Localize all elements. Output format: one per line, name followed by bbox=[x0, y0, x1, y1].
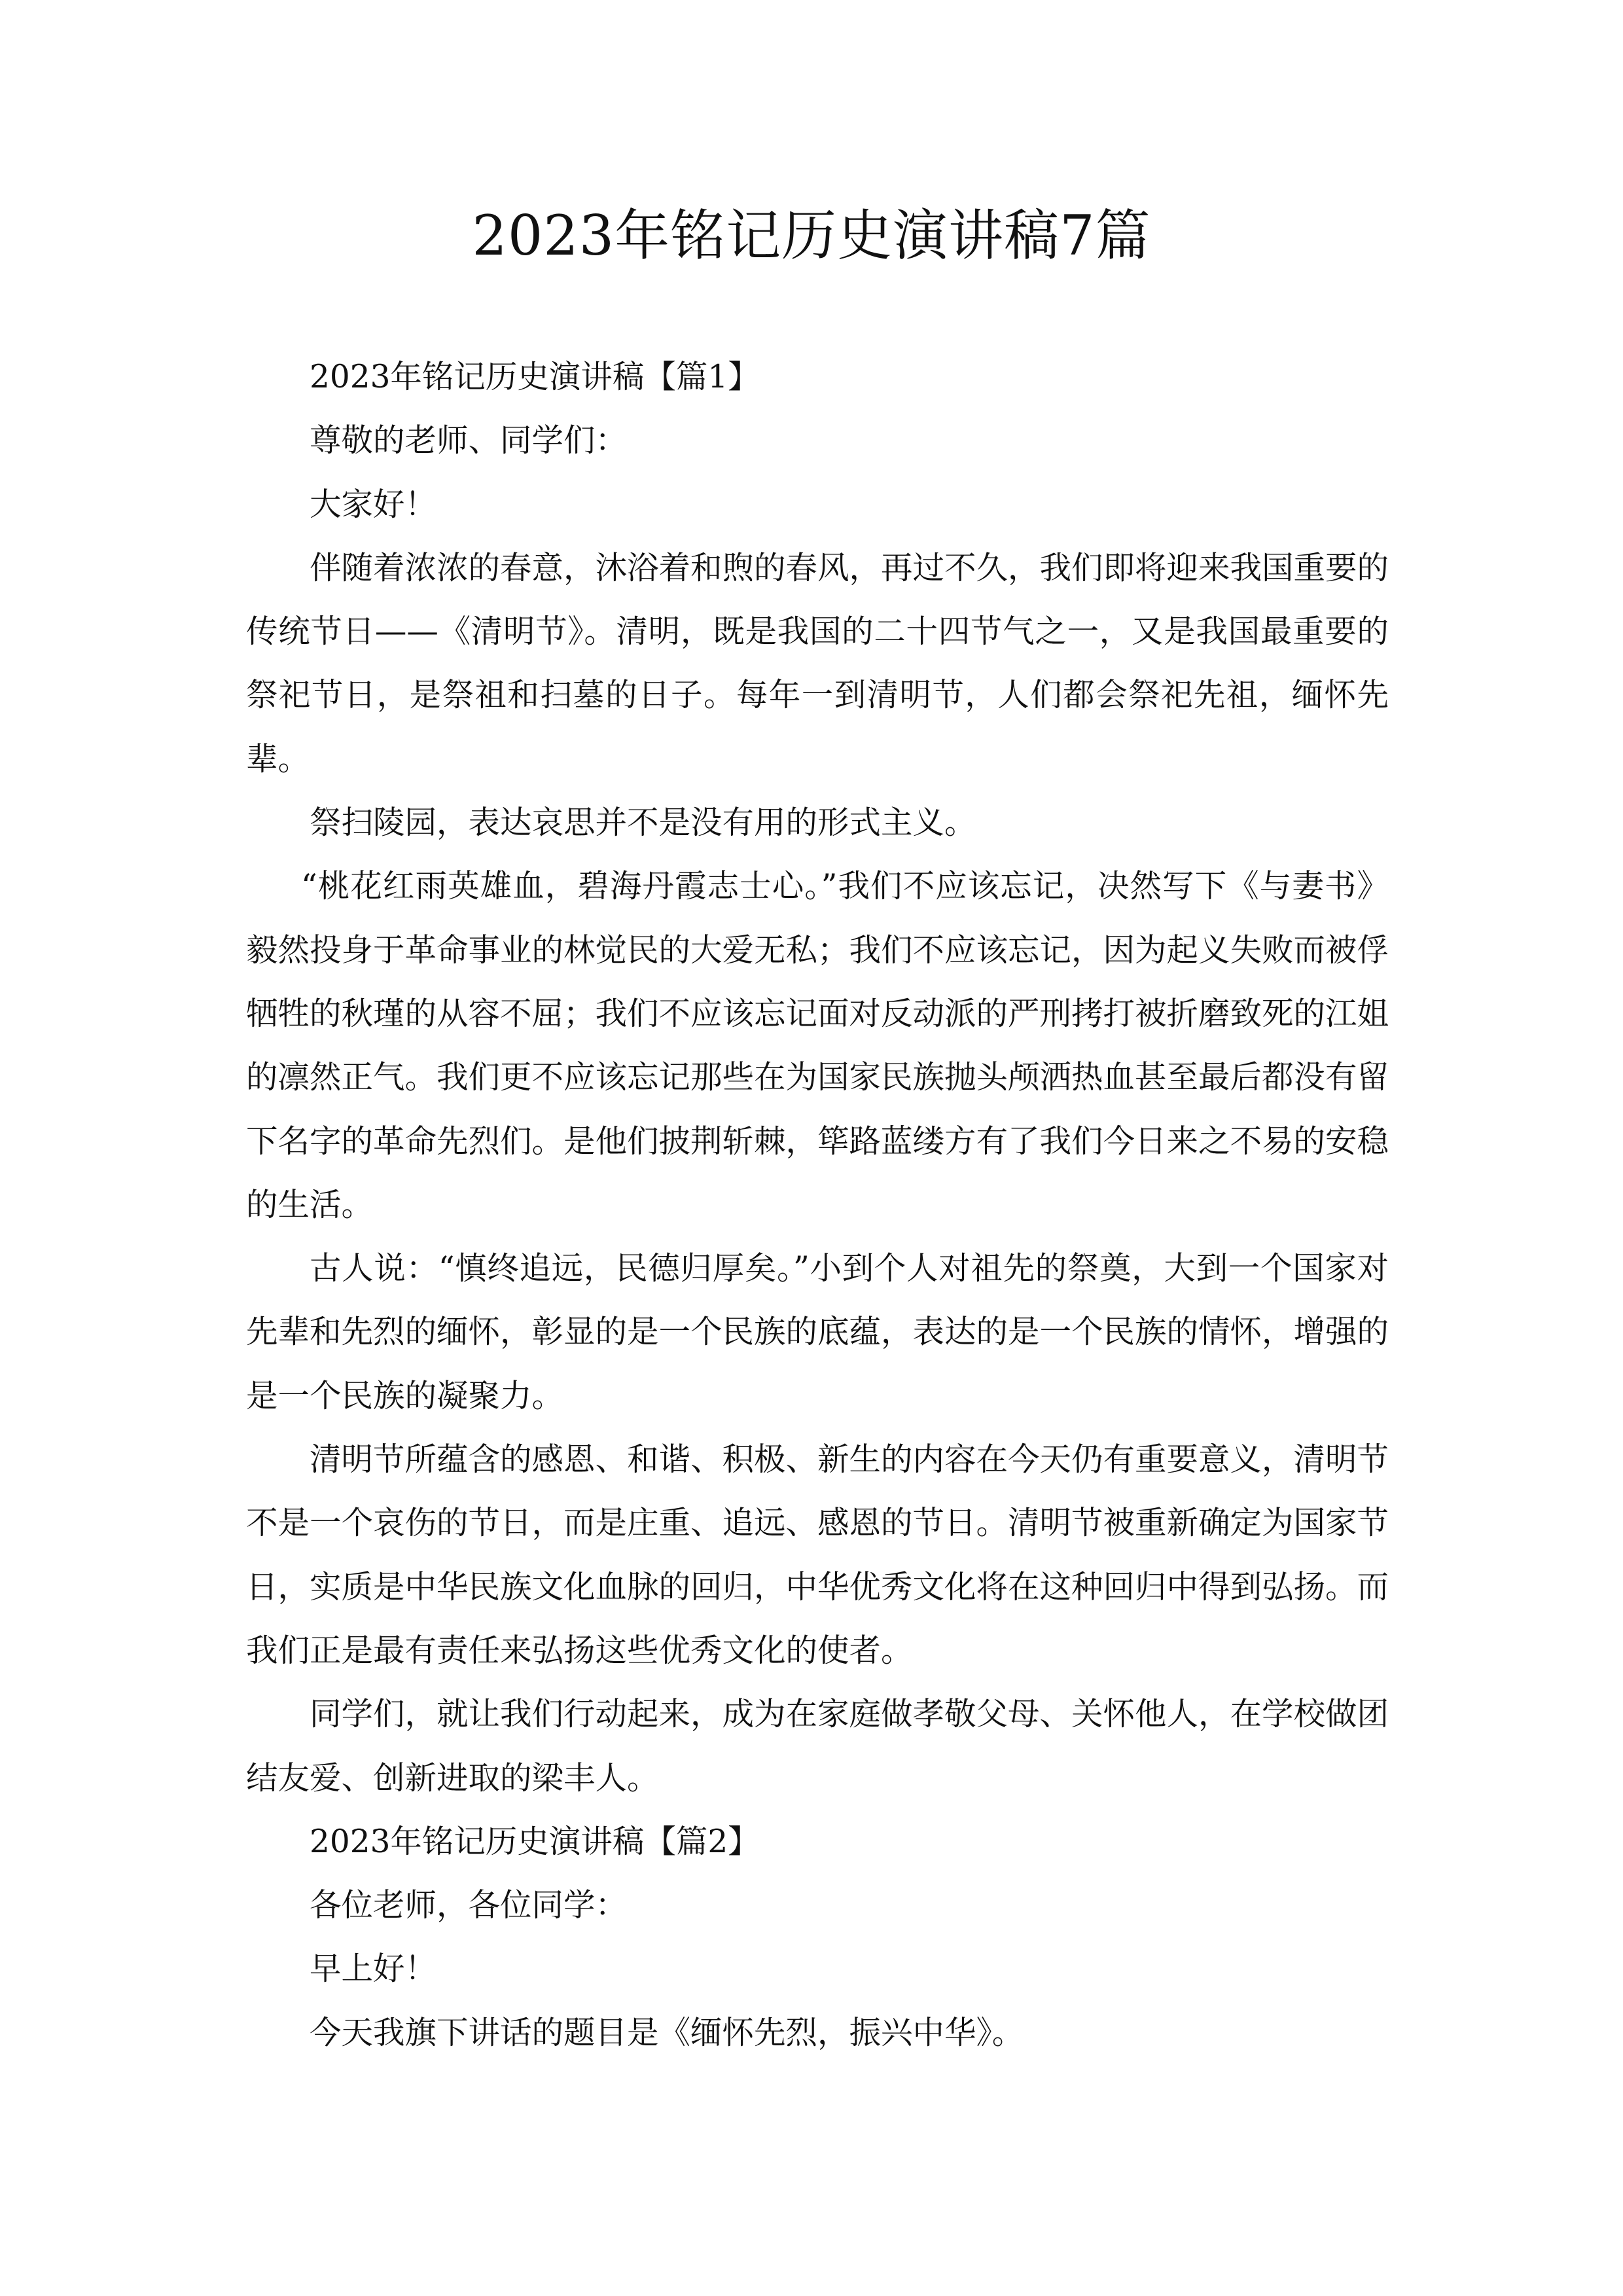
paragraph: 今天我旗下讲话的题目是《缅怀先烈，振兴中华》。 bbox=[310, 2014, 1024, 2051]
document-body bbox=[246, 346, 1389, 2065]
paragraph: 祭扫陵园，表达哀思并不是没有用的形式主义。 bbox=[310, 804, 976, 842]
greeting: 早上好！ bbox=[310, 1950, 437, 1988]
greeting: 大家好！ bbox=[310, 486, 437, 523]
paragraph: “桃花红雨英雄血，碧海丹霞志士心。”我们不应该忘记，决然写下《与妻书》毅然投身于革命事业的林觉民的大爱无私；我们不应该忘记，因为起义失败而被俘牺牲的秋瑾的从容不屈；我们不应该忘记面对反动派的严刑拷打被折磨致死的江姐的凛然正气。我们更不应该忘记那些在为国家民族抛头颅洒热血甚至最后都没有留下名字的革命先烈们。是他们披荆斩棘，筚路蓝缕方有了我们今日来之不易的安稳的生活。 bbox=[246, 868, 1389, 1223]
section-heading-2: 2023年铭记历史演讲稿【篇2】 bbox=[310, 1823, 760, 1860]
paragraph: 清明节所蕴含的感恩、和谐、积极、新生的内容在今天仍有重要意义，清明节不是一个哀伤的节日，而是庄重、追远、感恩的节日。清明节被重新确定为国家节日，实质是中华民族文化血脉的回归，中华优秀文化将在这种回归中得到弘扬。而我们正是最有责任来弘扬这些优秀文化的使者。 bbox=[246, 1441, 1389, 1669]
document-title: 2023年铭记历史演讲稿7篇 bbox=[472, 204, 1151, 268]
paragraph: 古人说：“慎终追远，民德归厚矣。”小到个人对祖先的祭奠，大到一个国家对先辈和先烈的缅怀，彰显的是一个民族的底蕴，表达的是一个民族的情怀，增强的是一个民族的凝聚力。 bbox=[246, 1250, 1389, 1414]
paragraph: 同学们，就让我们行动起来，成为在家庭做孝敬父母、关怀他人，在学校做团结友爱、创新进取的梁丰人。 bbox=[246, 1696, 1389, 1797]
section-heading-1: 2023年铭记历史演讲稿【篇1】 bbox=[310, 359, 760, 395]
paragraph: 伴随着浓浓的春意，沐浴着和煦的春风，再过不久，我们即将迎来我国重要的传统节日——《清明节》。清明，既是我国的二十四节气之一，又是我国最重要的祭祀节日，是祭祖和扫墓的日子。每年一到清明节，人们都会祭祀先祖，缅怀先辈。 bbox=[246, 549, 1389, 778]
salutation: 各位老师，各位同学： bbox=[310, 1887, 628, 1924]
salutation: 尊敬的老师、同学们： bbox=[310, 422, 628, 459]
